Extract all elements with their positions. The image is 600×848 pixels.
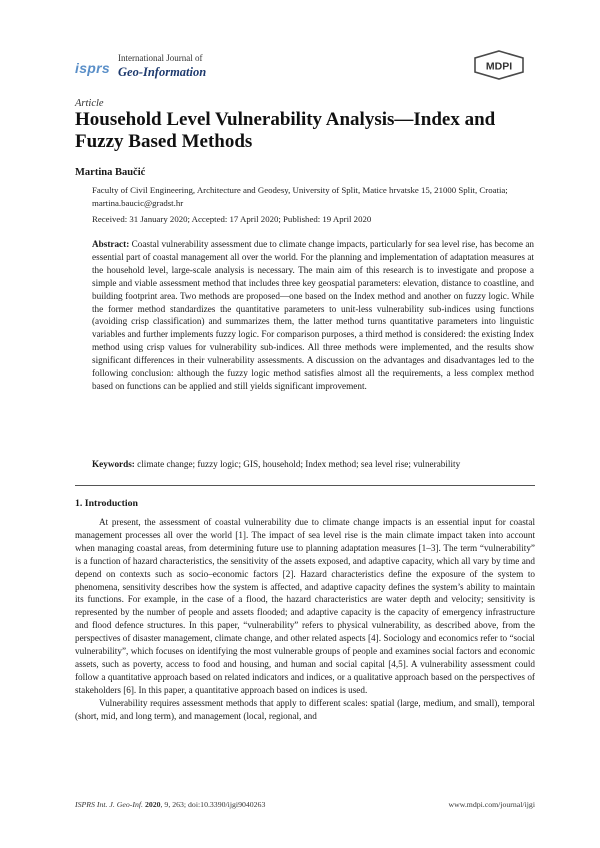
publication-dates: Received: 31 January 2020; Accepted: 17 April 2020; Published: 19 April 2020 bbox=[92, 214, 372, 224]
author-name: Martina Baučić bbox=[75, 167, 146, 178]
mdpi-logo-icon bbox=[473, 50, 525, 80]
keywords bbox=[92, 458, 534, 471]
journal-prefix: International Journal of bbox=[118, 53, 203, 63]
footer-citation bbox=[75, 800, 265, 809]
abstract bbox=[92, 238, 534, 393]
mdpi-logo-text: MDPI bbox=[485, 60, 513, 73]
footer-url[interactable]: www.mdpi.com/journal/ijgi bbox=[448, 800, 535, 809]
introduction-body bbox=[75, 516, 535, 723]
isprs-logo: isprs bbox=[75, 60, 110, 76]
keywords-label: Keywords: bbox=[92, 459, 135, 469]
paragraph: At present, the assessment of coastal vulnerability due to climate change impacts is an essential input for coastal management processes all over the world [1]. The impact of sea level rise is the main climate impact taken into account when managing coastal areas, from determining future use to planning adaptation measures [1–3]. The term “vulnerability” is a function of hazard characteristics, the sensitivity of the assets exposed, and adaptive capacity, which all vary by time and depend on contexts such as socio–economic factors [2]. Hazard characteristics define the exposure of the system to phenomena, sensitivity describes how the system is affected, and adaptive capacity defines the system’s ability to maintain its functions. For example, in the case of a flood, the hazard characteristics are water depth and velocity; sensitivity is represented by the number of people and assets flooded; and adaptive capacity is the capacity of emergency infrastructure and flood defence structures. In this paper, “vulnerability” refers to physical vulnerability, as described above, from the perspectives of disaster management, climate change, and other related aspects [4]. Sociology and economics refer to “social vulnerability”, which focuses on identifying the most vulnerable groups of people and examines social factors and economic assets, such as poverty, access to food and housing, and human and social capital [4,5]. A vulnerability assessment could follow a quantitative approach based on related indicators and indices, or a qualitative approach based on the perspectives of stakeholders [6]. In this paper, a quantitative approach based on indices is used. bbox=[75, 517, 535, 695]
footer-year: 2020 bbox=[144, 800, 161, 809]
affiliation: Faculty of Civil Engineering, Architecture and Geodesy, University of Split, Matice hrvatske 15, 21000 Split, Croatia; martina.baucic@gradst.hr bbox=[92, 185, 508, 208]
abstract-text: Coastal vulnerability assessment due to climate change impacts, particularly for sea level rise, has become an essential part of coastal management all over the world. For the planning and implementation of adaptation measures at the household level, large-scale analysis is necessary. The main aim of this research is to investigate and propose a simple and viable assessment method that includes three key geospatial parameters: elevation, distance to coastline, and building footprint area. Two methods are proposed—one based on the Index method and another on fuzzy logic. While the former method standardizes the quantitative parameters to unit-less vulnerability sub-indices using functions (avoiding crisp classification) and summarizes them, the latter method turns quantitative parameters into linguistic variables and further implements fuzzy logic. For comparison purposes, a third method is considered: the existing Index method using crisp values for vulnerability sub-indices. All three methods were implemented, and the results show significant differences in their vulnerability assessments. A discussion on the advantages and disadvantages led to the following conclusion: although the fuzzy logic method satisfies almost all the requirements, a less complex method based on functions can be applied and still yields significant improvement. bbox=[92, 239, 534, 391]
article-type: Article bbox=[75, 98, 104, 109]
keywords-text: climate change; fuzzy logic; GIS, household; Index method; sea level rise; vulnerability bbox=[137, 459, 461, 469]
journal-name: Geo-Information bbox=[118, 65, 207, 79]
article-title: Household Level Vulnerability Analysis—Index and Fuzzy Based Methods bbox=[75, 109, 496, 152]
footer-citation-rest: , 9, 263; doi:10.3390/ijgi9040263 bbox=[160, 800, 266, 809]
footer-journal: ISPRS Int. J. Geo-Inf. bbox=[75, 800, 143, 809]
abstract-label: Abstract: bbox=[92, 239, 130, 249]
section-heading: 1. Introduction bbox=[75, 498, 138, 509]
paragraph: Vulnerability requires assessment methods that apply to different scales: spatial (large, medium, and small), temporal (short, mid, and long term), and management (local, regional, and bbox=[75, 697, 535, 721]
divider bbox=[75, 485, 535, 486]
